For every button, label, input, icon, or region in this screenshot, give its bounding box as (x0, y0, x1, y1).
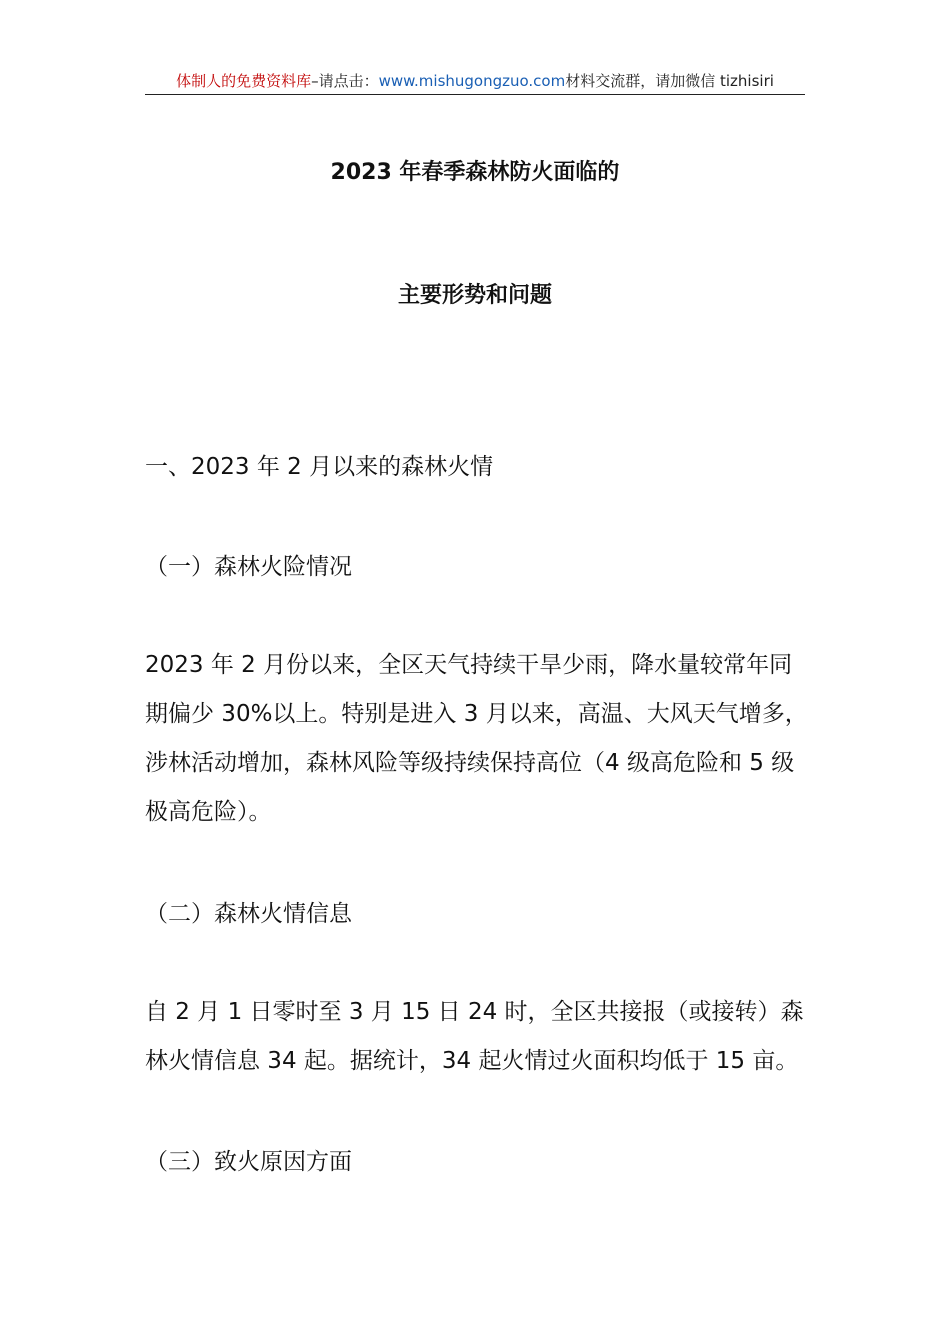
subsection-heading-fire-info: （二）森林火情信息 (145, 901, 352, 927)
header-link[interactable]: www.mishugongzuo.com (378, 72, 566, 90)
subsection-heading-fire-risk: （一）森林火险情况 (145, 554, 352, 580)
document-title-line-2: 主要形势和问题 (397, 283, 552, 308)
section-heading: 一、2023 年 2 月以来的森林火情 (145, 454, 494, 480)
header-brand: 体制人的免费资料库 (176, 72, 312, 90)
header-prompt: –请点击： (311, 72, 379, 90)
page-header (145, 68, 805, 95)
paragraph-fire-risk: 2023 年 2 月份以来，全区天气持续干旱少雨，降水量较常年同期偏少 30%以上。特别是进入 3 月以来，高温、大风天气增多，涉林活动增加，森林风险等级持续保持高位（4 级高危险和 5 级极高危险）。 (145, 652, 808, 825)
document-title-line-1: 2023 年春季森林防火面临的 (330, 160, 620, 185)
paragraph-fire-info: 自 2 月 1 日零时至 3 月 15 日 24 时，全区共接报（或接转）森林火情信息 34 起。据统计，34 起火情过火面积均低于 15 亩。 (145, 999, 804, 1074)
subsection-heading-fire-causes: （三）致火原因方面 (145, 1149, 352, 1175)
header-tail: 材料交流群，请加微信 tizhisiri (565, 72, 774, 90)
